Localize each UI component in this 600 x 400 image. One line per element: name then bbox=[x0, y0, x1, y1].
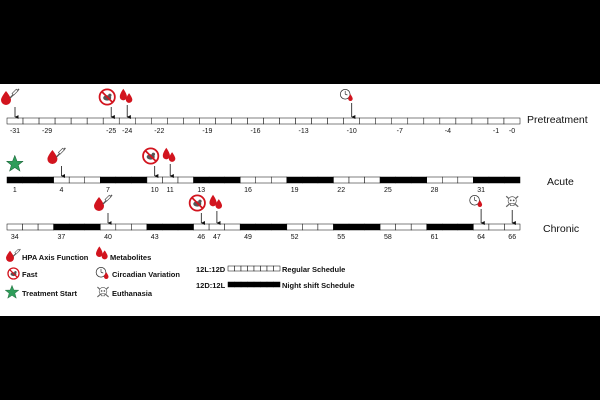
hpa-axis-icon bbox=[94, 195, 112, 211]
euthanasia-icon bbox=[506, 196, 518, 207]
legend-bar-segment bbox=[228, 266, 235, 271]
hpa-axis-icon bbox=[47, 148, 65, 164]
day-segment-56 bbox=[349, 224, 365, 230]
day-segment-44 bbox=[162, 224, 178, 230]
tick-label: 28 bbox=[430, 187, 439, 194]
tick-label: 37 bbox=[57, 234, 66, 241]
day-segment--8 bbox=[376, 118, 392, 124]
day-segment--19 bbox=[199, 118, 215, 124]
legend-label-metabolites: Metabolites bbox=[110, 253, 152, 262]
tick-label: 31 bbox=[477, 187, 485, 194]
day-segment-3 bbox=[38, 177, 54, 183]
day-segment--13 bbox=[296, 118, 312, 124]
day-segment--24 bbox=[119, 118, 135, 124]
tick-label: -19 bbox=[202, 128, 213, 135]
day-segment-58 bbox=[380, 224, 396, 230]
day-segment-17 bbox=[256, 177, 272, 183]
legend-hpa-axis-icon bbox=[6, 249, 20, 262]
tick-label: 25 bbox=[384, 187, 392, 194]
tick-label: 46 bbox=[197, 234, 206, 241]
day-segment-49 bbox=[240, 224, 256, 230]
tick-label: -10 bbox=[346, 128, 357, 135]
day-segment-24 bbox=[365, 177, 381, 183]
tick-label: 19 bbox=[290, 187, 299, 194]
legend-fast-icon bbox=[8, 268, 19, 279]
tick-label: 11 bbox=[166, 187, 174, 194]
day-segment-42 bbox=[131, 224, 147, 230]
day-segment--14 bbox=[280, 118, 296, 124]
tick-label: 49 bbox=[244, 234, 252, 241]
legend-label-hpa-axis: HPA Axis Function bbox=[22, 253, 89, 262]
legend-bar-segment bbox=[274, 266, 281, 271]
day-segment-51 bbox=[271, 224, 287, 230]
tick-label: 66 bbox=[508, 234, 517, 241]
day-segment-60 bbox=[411, 224, 427, 230]
metabolites-icon bbox=[209, 195, 222, 209]
legend-schedule-label-regular: Regular Schedule bbox=[282, 265, 346, 274]
hpa-axis-icon bbox=[1, 89, 19, 105]
day-segment-29 bbox=[442, 177, 458, 183]
day-segment--18 bbox=[215, 118, 231, 124]
day-segment--29 bbox=[39, 118, 55, 124]
day-segment-30 bbox=[458, 177, 474, 183]
legend-label-fast: Fast bbox=[22, 270, 38, 279]
tick-label: 40 bbox=[104, 234, 112, 241]
row-label-pretreatment: Pretreatment bbox=[527, 114, 588, 126]
timeline-pretreatment bbox=[1, 89, 520, 135]
row-label-chronic: Chronic bbox=[543, 223, 580, 235]
day-segment-43 bbox=[147, 224, 163, 230]
day-segment-15 bbox=[225, 177, 241, 183]
day-segment-37 bbox=[54, 224, 70, 230]
day-segment-52 bbox=[287, 224, 303, 230]
day-segment--25 bbox=[103, 118, 119, 124]
day-segment--10 bbox=[344, 118, 360, 124]
day-segment-6 bbox=[85, 177, 101, 183]
tick-label: 64 bbox=[477, 234, 485, 241]
legend-treatment-start-icon bbox=[5, 285, 19, 298]
tick-label: 52 bbox=[290, 234, 299, 241]
day-segment-0 bbox=[504, 118, 520, 124]
day-segment--30 bbox=[23, 118, 39, 124]
legend-bar-segment bbox=[267, 266, 274, 271]
legend-bar-regular bbox=[228, 266, 280, 271]
fast-icon bbox=[100, 89, 115, 104]
day-segment-22 bbox=[333, 177, 349, 183]
legend-bar-segment bbox=[248, 266, 255, 271]
day-segment--21 bbox=[167, 118, 183, 124]
tick-label: -13 bbox=[298, 128, 309, 135]
tick-label: 10 bbox=[150, 187, 159, 194]
tick-label: 13 bbox=[197, 187, 206, 194]
day-segment--5 bbox=[424, 118, 440, 124]
legend-bar-segment bbox=[235, 282, 242, 287]
legend-circadian-icon bbox=[96, 267, 108, 279]
tick-label: 58 bbox=[384, 234, 392, 241]
day-segment-19 bbox=[287, 177, 303, 183]
day-segment-46 bbox=[194, 224, 210, 230]
day-segment--1 bbox=[488, 118, 504, 124]
day-segment-12 bbox=[178, 177, 194, 183]
legend-bar-segment bbox=[235, 266, 242, 271]
day-segment-35 bbox=[23, 224, 39, 230]
legend-label-euthanasia: Euthanasia bbox=[112, 289, 153, 298]
timeline-diagram bbox=[0, 84, 600, 316]
day-segment-21 bbox=[318, 177, 334, 183]
fast-icon bbox=[190, 195, 205, 210]
day-segment--31 bbox=[7, 118, 23, 124]
day-segment--15 bbox=[264, 118, 280, 124]
legend-schedule-code-regular: 12L:12D bbox=[196, 265, 226, 274]
legend-bar-segment bbox=[261, 266, 268, 271]
day-segment--27 bbox=[71, 118, 87, 124]
tick-label: -29 bbox=[42, 128, 53, 135]
legend-bar-segment bbox=[248, 282, 255, 287]
legend-bar-nightshift bbox=[228, 282, 280, 287]
timeline-acute bbox=[7, 148, 520, 194]
legend-metabolites-icon bbox=[96, 246, 108, 259]
day-segment--17 bbox=[231, 118, 247, 124]
day-segment-16 bbox=[240, 177, 256, 183]
legend-bar-segment bbox=[254, 282, 261, 287]
day-segment-23 bbox=[349, 177, 365, 183]
circadian-icon bbox=[340, 89, 352, 101]
day-segment-34 bbox=[7, 224, 23, 230]
day-segment-18 bbox=[271, 177, 287, 183]
legend-bar-segment bbox=[241, 266, 248, 271]
day-segment--12 bbox=[312, 118, 328, 124]
tick-label: -25 bbox=[106, 128, 117, 135]
legend bbox=[5, 246, 354, 298]
tick-label: 4 bbox=[59, 187, 64, 194]
fast-icon bbox=[143, 148, 158, 163]
day-segment-62 bbox=[442, 224, 458, 230]
day-segment--11 bbox=[328, 118, 344, 124]
tick-label: -0 bbox=[508, 128, 516, 135]
day-segment-47 bbox=[209, 224, 225, 230]
treatment-start-icon bbox=[7, 155, 23, 171]
legend-bar-segment bbox=[274, 282, 281, 287]
tick-label: -4 bbox=[444, 128, 452, 135]
day-segment-53 bbox=[302, 224, 318, 230]
day-segment-1 bbox=[7, 177, 23, 183]
legend-label-treatment-start: Treatment Start bbox=[22, 289, 78, 298]
tick-label: 55 bbox=[337, 234, 346, 241]
tick-label: -22 bbox=[154, 128, 165, 135]
tick-label: 16 bbox=[244, 187, 252, 194]
day-segment-41 bbox=[116, 224, 132, 230]
day-segment-11 bbox=[162, 177, 178, 183]
tick-label: -24 bbox=[122, 128, 133, 135]
day-segment--22 bbox=[151, 118, 167, 124]
tick-label: 7 bbox=[106, 187, 110, 194]
day-segment-45 bbox=[178, 224, 194, 230]
day-segment-64 bbox=[473, 224, 489, 230]
day-segment-66 bbox=[504, 224, 520, 230]
day-segment-26 bbox=[396, 177, 412, 183]
day-segment-9 bbox=[131, 177, 147, 183]
timeline-chronic bbox=[7, 195, 520, 241]
day-segment-25 bbox=[380, 177, 396, 183]
day-segment-39 bbox=[85, 224, 101, 230]
legend-schedule-label-nightshift: Night shift Schedule bbox=[282, 281, 355, 290]
tick-label: 1 bbox=[12, 187, 17, 194]
diagram-panel bbox=[0, 84, 600, 316]
day-segment-36 bbox=[38, 224, 54, 230]
tick-label: -31 bbox=[9, 128, 21, 135]
day-segment-40 bbox=[100, 224, 116, 230]
tick-label: -1 bbox=[492, 128, 500, 135]
tick-label: 43 bbox=[150, 234, 159, 241]
day-segment-63 bbox=[458, 224, 474, 230]
day-segment--23 bbox=[135, 118, 151, 124]
day-segment-4 bbox=[54, 177, 70, 183]
day-segment--16 bbox=[247, 118, 263, 124]
legend-bar-segment bbox=[261, 282, 268, 287]
circadian-icon bbox=[470, 195, 482, 207]
day-segment--9 bbox=[360, 118, 376, 124]
day-segment--6 bbox=[408, 118, 424, 124]
day-segment-10 bbox=[147, 177, 163, 183]
day-segment--20 bbox=[183, 118, 199, 124]
legend-bar-segment bbox=[228, 282, 235, 287]
tick-label: 34 bbox=[10, 234, 19, 241]
day-segment-61 bbox=[427, 224, 443, 230]
tick-label: 22 bbox=[337, 187, 346, 194]
day-segment-7 bbox=[100, 177, 116, 183]
day-segment-5 bbox=[69, 177, 85, 183]
legend-euthanasia-icon bbox=[97, 287, 108, 297]
day-segment-32 bbox=[489, 177, 505, 183]
day-segment--4 bbox=[440, 118, 456, 124]
day-segment-2 bbox=[23, 177, 39, 183]
legend-label-circadian: Circadian Variation bbox=[112, 270, 180, 279]
tick-label: -16 bbox=[250, 128, 261, 135]
day-segment-59 bbox=[396, 224, 412, 230]
legend-bar-segment bbox=[267, 282, 274, 287]
row-label-acute: Acute bbox=[547, 176, 574, 188]
timeline-layer bbox=[1, 89, 520, 241]
legend-bar-segment bbox=[241, 282, 248, 287]
day-segment--2 bbox=[472, 118, 488, 124]
tick-label: 47 bbox=[213, 234, 221, 241]
day-segment--3 bbox=[456, 118, 472, 124]
day-segment-31 bbox=[473, 177, 489, 183]
day-segment-27 bbox=[411, 177, 427, 183]
legend-schedule-code-nightshift: 12D:12L bbox=[196, 281, 226, 290]
day-segment--26 bbox=[87, 118, 103, 124]
day-segment-65 bbox=[489, 224, 505, 230]
day-segment-14 bbox=[209, 177, 225, 183]
day-segment-13 bbox=[194, 177, 210, 183]
day-segment-55 bbox=[333, 224, 349, 230]
day-segment-48 bbox=[225, 224, 241, 230]
day-segment-33 bbox=[504, 177, 520, 183]
day-segment-54 bbox=[318, 224, 334, 230]
legend-bar-segment bbox=[254, 266, 261, 271]
day-segment--7 bbox=[392, 118, 408, 124]
day-segment-28 bbox=[427, 177, 443, 183]
day-segment-57 bbox=[365, 224, 381, 230]
day-segment-20 bbox=[302, 177, 318, 183]
day-segment-38 bbox=[69, 224, 85, 230]
tick-label: -7 bbox=[396, 128, 403, 135]
day-segment-8 bbox=[116, 177, 132, 183]
metabolites-icon bbox=[120, 89, 133, 103]
day-segment--28 bbox=[55, 118, 71, 124]
day-segment-50 bbox=[256, 224, 272, 230]
tick-label: 61 bbox=[430, 234, 439, 241]
metabolites-icon bbox=[163, 148, 176, 162]
